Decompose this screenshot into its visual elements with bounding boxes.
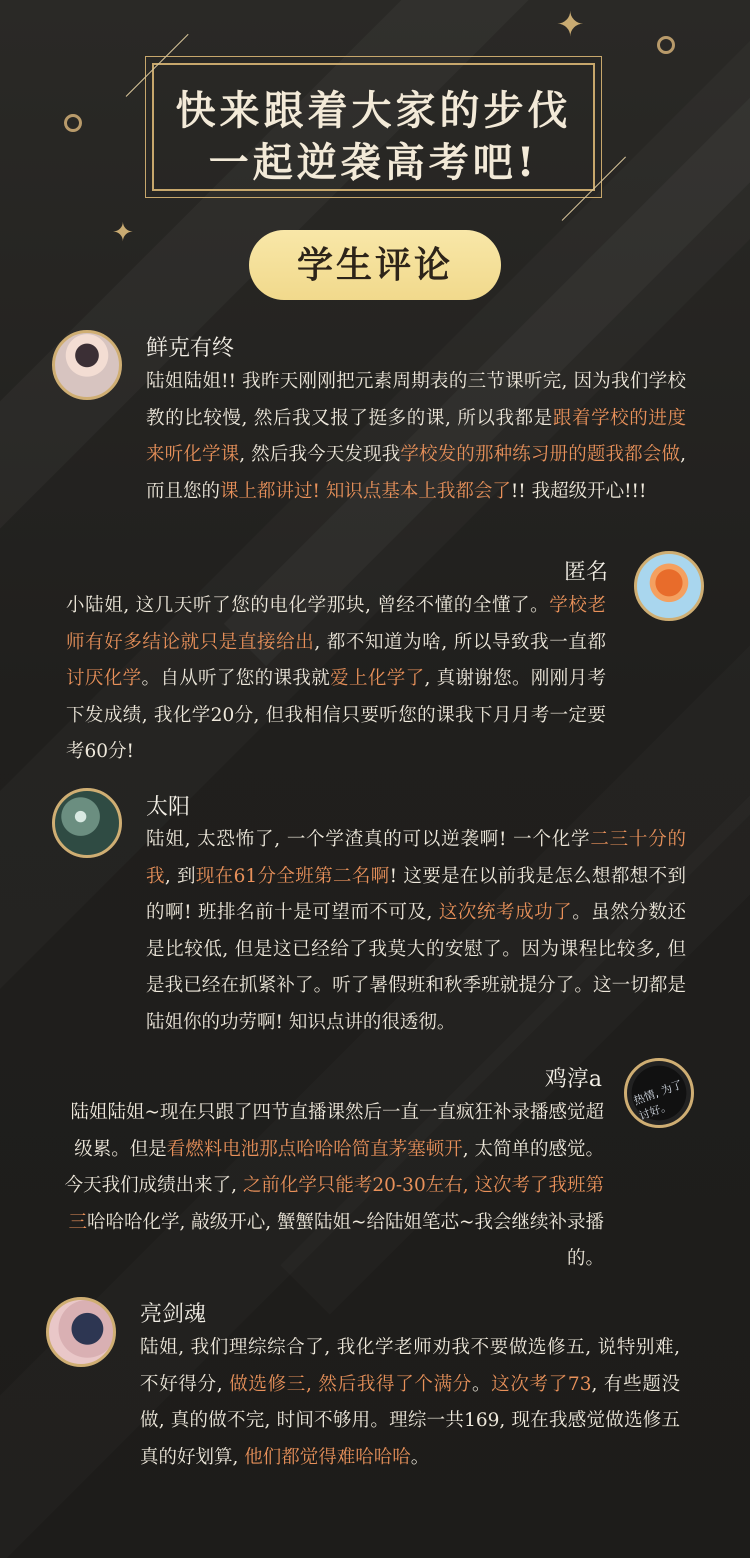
comment-text-segment: 陆姐陆姐~现在只跟了四节直播课然后一直一直疯狂补录播感觉超级累。但是 (70, 1102, 604, 1160)
highlighted-text: 做选修三, 然后我得了个满分 (229, 1373, 472, 1395)
highlighted-text: 学校发的那种练习册的题我都会做 (400, 444, 681, 465)
comment-text-segment: 。 (471, 1373, 492, 1395)
comment-text-segment: !! 我超级开心!!! (510, 480, 647, 502)
highlighted-text: 这次统考成功了 (438, 902, 573, 923)
highlighted-text: 讨厌化学 (66, 668, 142, 689)
section-label-badge (249, 230, 501, 300)
title-line-2: 一起逆袭高考吧! (208, 139, 539, 186)
comment-text-segment: , 然后我今天发现我 (239, 444, 401, 465)
comment-text-segment: 。 (410, 1446, 430, 1468)
comment-text-segment: , 有些题没做, 真的做不完, 时间不够用。理综一共169, 现在我感觉做选修五真的好划算, (140, 1373, 681, 1468)
comment-text-segment: 陆姐陆姐!! 我昨天刚刚把元素周期表的三节课听完, 因为我们学校教的比较慢, 然后我又报了挺多的课, 所以我都是 (146, 371, 686, 429)
highlighted-text: 这次考了73 (491, 1373, 592, 1395)
comment-text-segment: 。自从听了您的课我就 (141, 668, 331, 689)
comment-text (140, 1330, 680, 1476)
highlighted-text: 看燃料电池那点哈哈哈简直茅塞顿开 (166, 1138, 463, 1160)
comment-author: 亮剑魂 (140, 1302, 207, 1327)
comment-author: 太阳 (146, 795, 191, 820)
comment-text (64, 1095, 604, 1278)
ring-ornament-left (64, 114, 82, 132)
comment-text-segment: , 都不知道为啥, 所以导致我一直都 (314, 631, 606, 653)
highlighted-text: 二三十分的我 (146, 829, 686, 887)
comment-text-segment: 陆姐, 我们理综综合了, 我化学老师劝我不要做选修五, 说特别难, 不好得分, (140, 1337, 680, 1395)
avatar (52, 788, 122, 858)
section-label: 学生评论 (296, 244, 453, 286)
highlighted-text: 现在61分全班第二名啊 (195, 865, 390, 887)
highlighted-text: 爱上化学了 (330, 668, 425, 689)
highlighted-text: 课上都讲过! 知识点基本上我都会了 (220, 480, 511, 502)
sparkle-ornament-top: ✦ (556, 5, 585, 45)
comment-text-segment: 。虽然分数还是比较低, 但是这已经给了我莫大的安慰了。因为课程比较多, 但是我已经在抓紧补了。听了暑假班和秋季班就提分了。这一切都是陆姐你的功劳啊! 知识点讲的很透彻。 (146, 902, 686, 1033)
highlighted-text: 学校老师有好多结论就只是直接给出 (66, 595, 606, 653)
title-line-1: 快来跟着大家的步伐 (175, 87, 572, 134)
comment-text-segment: ! 这要是在以前我是怎么想都想不到的啊! 班排名前十是可望而不可及, (146, 865, 686, 923)
ring-ornament-right (657, 36, 675, 54)
avatar (52, 330, 122, 400)
comment-text-segment: 哈哈哈化学, 敲级开心, 蟹蟹陆姐~给陆姐笔芯~我会继续补录播的。 (86, 1211, 604, 1269)
comment-text-segment: , 太简单的感觉。今天我们成绩出来了, (64, 1138, 604, 1196)
comment-text (146, 822, 686, 1041)
comment-author: 鸡淳a (544, 1067, 602, 1092)
highlighted-text: 他们都觉得难哈哈哈 (244, 1446, 411, 1468)
comment-text-segment: 陆姐, 太恐怖了, 一个学渣真的可以逆袭啊! 一个化学 (146, 829, 591, 850)
title-frame (145, 56, 602, 198)
comment-text-segment: , 到 (164, 865, 196, 887)
comment-author: 鲜克有终 (146, 336, 235, 361)
avatar (46, 1297, 116, 1367)
comment-text (146, 364, 686, 510)
comment-text-segment: , 而且您的 (146, 444, 686, 502)
highlighted-text: 之前化学只能考20-30左右, 这次考了我班第三 (68, 1175, 604, 1233)
comment-author: 匿名 (563, 560, 608, 585)
avatar (634, 551, 704, 621)
avatar (624, 1058, 694, 1128)
comment-text (66, 588, 606, 771)
highlighted-text: 跟着学校的进度来听化学课 (146, 407, 686, 465)
sparkle-ornament-left: ✦ (112, 218, 134, 248)
comment-text-segment: , 真谢谢您。刚刚月考下发成绩, 我化学20分, 但我相信只要听您的课我下月月考一定要考60分! (66, 668, 606, 762)
avatar-caption: 热情, 为了讨好。 (631, 1077, 685, 1123)
comment-text-segment: 小陆姐, 这几天听了您的电化学那块, 曾经不懂的全懂了。 (66, 595, 550, 616)
